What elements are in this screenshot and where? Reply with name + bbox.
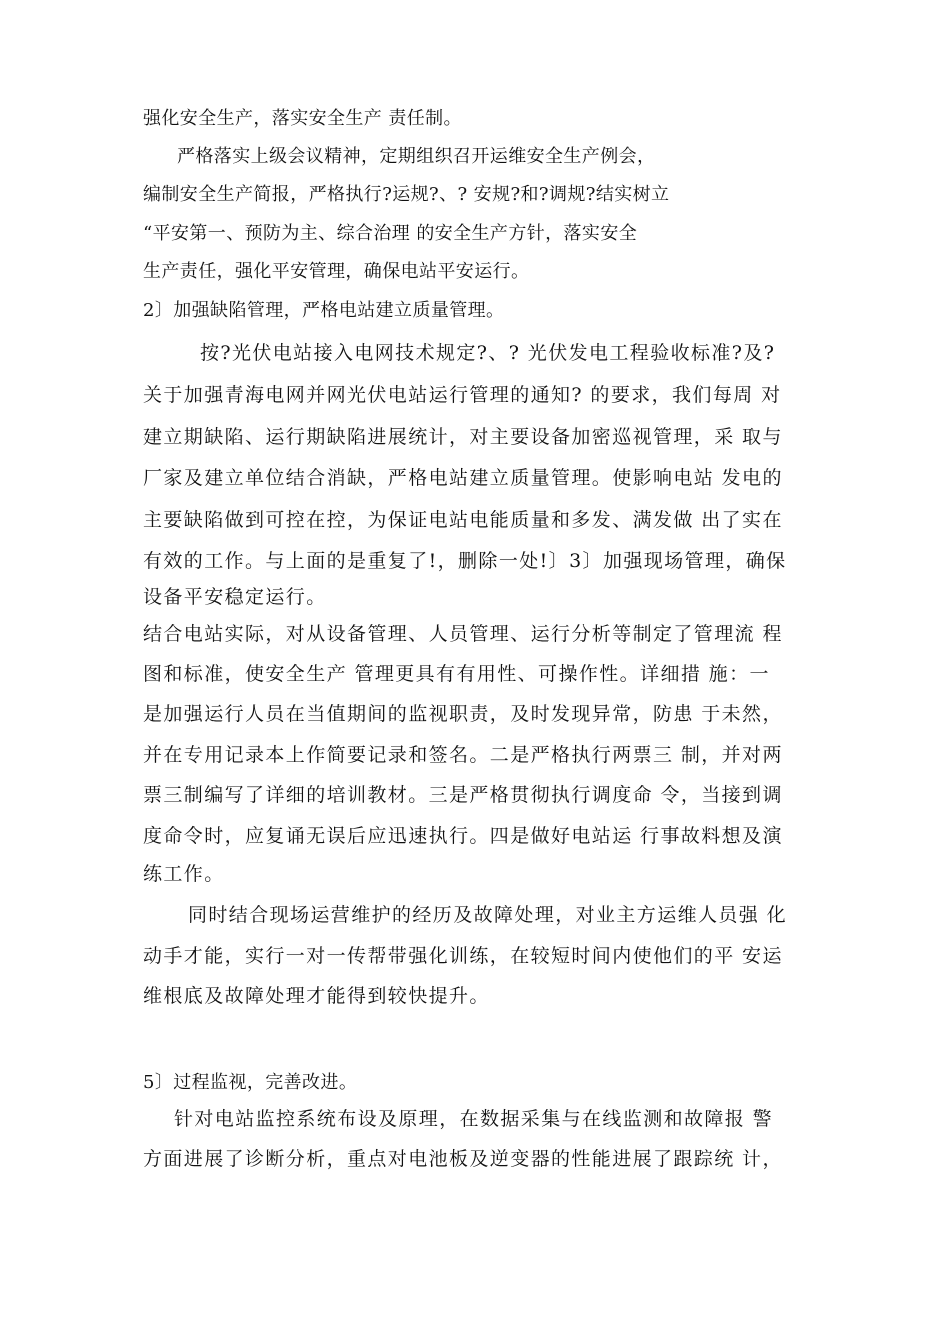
text-line: 编制安全生产简报，严格执行?运规?、? 安规?和?调规?结实树立 (143, 184, 670, 205)
text-line: 动手才能，实行一对一传帮带强化训练，在较短时间内使他们的平 安运 (143, 945, 783, 967)
section-heading: 5〕过程监视，完善改进。 (143, 1072, 358, 1093)
text-line: 主要缺陷做到可控在控，为保证电站电能质量和多发、满发做 出了实在 (143, 509, 783, 531)
text-line: “平安第一、预防为主、综合治理 的安全生产方针，落实安全 (143, 223, 638, 244)
text-line: 厂家及建立单位结合消缺，严格电站建立质量管理。使影响电站 发电的 (143, 467, 783, 489)
text-line: 针对电站监控系统布设及原理，在数据采集与在线监测和故障报 警 (174, 1108, 774, 1130)
text-line: 票三制编写了详细的培训教材。三是严格贯彻执行调度命 令，当接到调 (143, 784, 783, 806)
text-line: 按?光伏电站接入电网技术规定?、? 光伏发电工程验收标准?及? (200, 342, 776, 364)
text-line: 严格落实上级会议精神，定期组织召开运维安全生产例会， (177, 146, 656, 167)
text-line: 生产责任，强化平安管理，确保电站平安运行。 (143, 261, 530, 282)
text-line: 同时结合现场运营维护的经历及故障处理，对业主方运维人员强 化 (188, 904, 788, 926)
text-line: 强化安全生产，落实安全生产 责任制。 (143, 108, 462, 129)
section-heading: 2〕加强缺陷管理，严格电站建立质量管理。 (143, 300, 505, 321)
text-line: 有效的工作。与上面的是重复了!，删除一处!〕3〕加强现场管理，确保 (143, 550, 787, 572)
text-line: 图和标准，使安全生产 管理更具有有用性、可操作性。详细措 施：一 (143, 663, 770, 685)
text-line: 练工作。 (143, 863, 225, 885)
text-line: 建立期缺陷、运行期缺陷进展统计，对主要设备加密巡视管理，采 取与 (143, 426, 783, 448)
text-line: 是加强运行人员在当值期间的监视职责，及时发现异常，防患 于未然， (143, 703, 783, 725)
text-line: 关于加强青海电网并网光伏电站运行管理的通知? 的要求，我们每周 对 (143, 384, 782, 406)
text-line: 并在专用记录本上作简要记录和签名。二是严格执行两票三 制，并对两 (143, 744, 783, 766)
text-line: 设备平安稳定运行。 (143, 586, 327, 608)
text-line: 方面进展了诊断分析，重点对电池板及逆变器的性能进展了跟踪统 计， (143, 1148, 783, 1170)
text-line: 度命令时，应复诵无误后应迅速执行。四是做好电站运 行事故料想及演 (143, 825, 783, 847)
text-line: 结合电站实际，对从设备管理、人员管理、运行分析等制定了管理流 程 (143, 623, 783, 645)
text-line: 维根底及故障处理才能得到较快提升。 (143, 985, 490, 1007)
